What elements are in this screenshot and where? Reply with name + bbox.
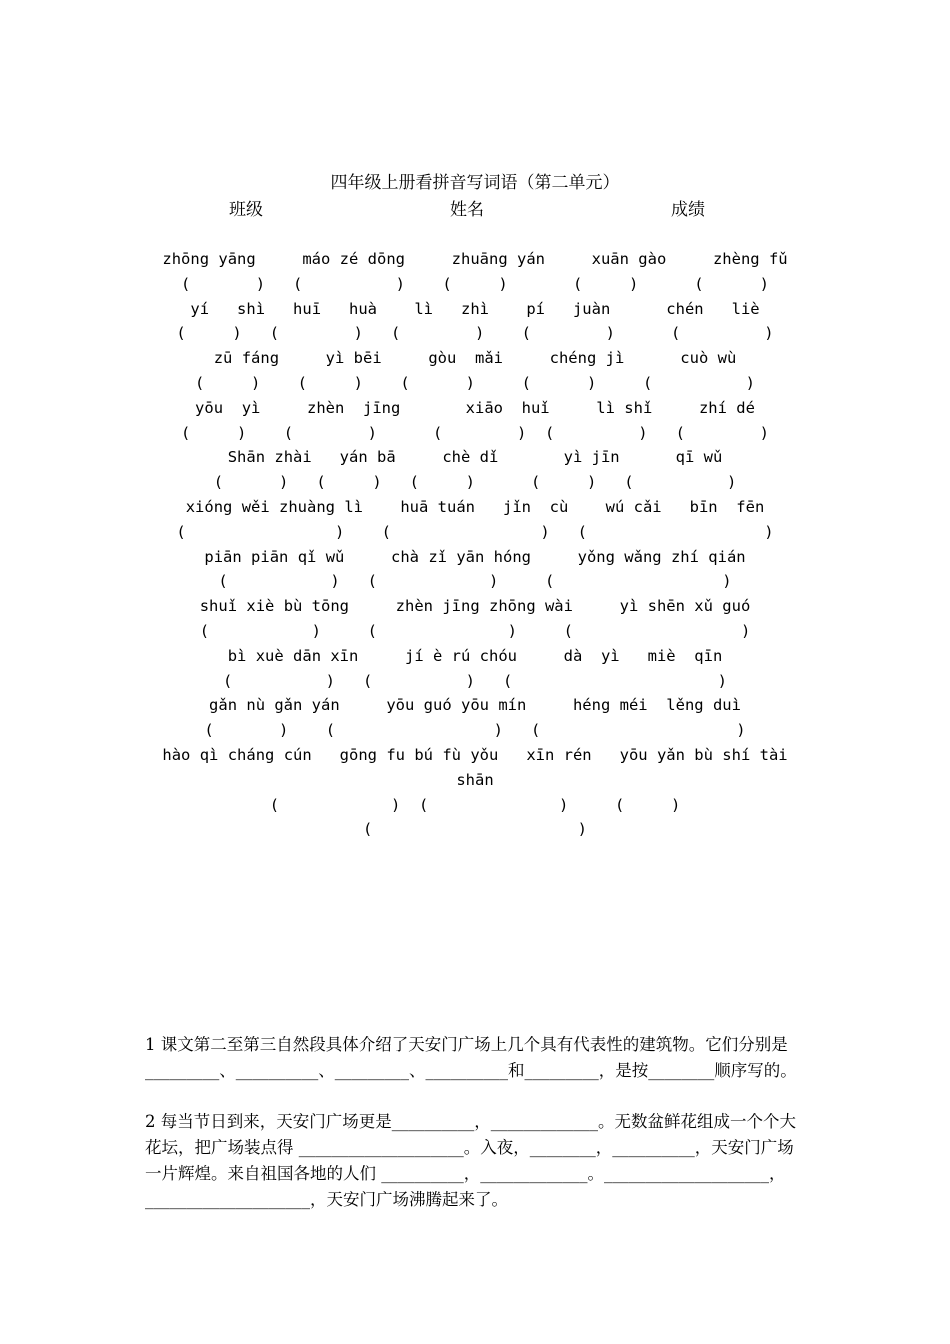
name-label: 姓名	[450, 200, 484, 220]
answer-blank-row: ( ) ( ) ( )	[269, 795, 681, 814]
answer-blank-row: ( ) ( ) ( ) ( ) ( )	[176, 324, 774, 343]
answer-blank-row: ( ) ( ) ( )	[223, 671, 727, 690]
pinyin-row: zhōng yāng máo zé dōng zhuāng yán xuān gào zhèng fǔ	[162, 250, 788, 268]
answer-blank-row: ( ) ( ) ( )	[218, 572, 732, 591]
class-label: 班级	[229, 200, 263, 220]
answer-blank-row: ( ) ( ) ( ) ( ) ( )	[181, 423, 769, 442]
pinyin-row: yōu yì zhèn jīng xiāo huǐ lì shǐ zhí dé	[195, 398, 755, 417]
pinyin-row: xióng wěi zhuàng lì huā tuán jǐn cù wú cǎi bīn fēn	[185, 497, 765, 516]
answer-blank-row: ( ) ( ) ( ) ( ) ( )	[213, 473, 737, 492]
answer-blank-row: ( )	[363, 820, 587, 839]
question-1: 1 课文第二至第三自然段具体介绍了天安门广场上几个具有代表性的建筑物。它们分别是_________、__________、_________、__________和_________，是按________顺序写的。	[145, 1035, 797, 1080]
answer-blank-row: ( ) ( ) ( ) ( ) ( )	[195, 373, 755, 392]
pinyin-row: Shān zhài yán bā chè dǐ yì jīn qī wǔ	[227, 448, 723, 467]
pinyin-row: zū fáng yì bēi gòu mǎi chéng jì cuò wù	[213, 349, 737, 368]
pinyin-row: gǎn nù gǎn yán yōu guó yōu mín héng méi lěng duì	[209, 696, 741, 715]
pinyin-row: shuǐ xiè bù tōng zhèn jīng zhōng wài yì shēn xǔ guó	[199, 597, 751, 616]
pinyin-exercise-grid	[150, 247, 800, 842]
answer-blank-row: ( ) ( ) ( )	[176, 522, 774, 541]
worksheet-title: 四年级上册看拼音写词语（第二单元）	[330, 173, 620, 193]
pinyin-row: bì xuè dān xīn jí è rú chóu dà yì miè qīn	[227, 646, 723, 665]
pinyin-row: yí shì huī huà lì zhì pí juàn chén liè	[190, 299, 760, 318]
pinyin-row: piān piān qǐ wǔ chà zǐ yān hóng yǒng wǎng zhí qián	[204, 547, 746, 566]
question-2: 2 每当节日到来，天安门广场更是__________，_____________。无数盆鲜花组成一个个大花坛，把广场装点得 ____________________。入夜，________，__________，天安门广场一片辉煌。来自祖国各地的人们 __________，_____________。____________________，____________________，天安门广场沸腾起来了。	[145, 1112, 796, 1209]
pinyin-row-continued: shān	[456, 770, 494, 789]
answer-blank-row: ( ) ( ) ( ) ( ) ( )	[181, 274, 769, 293]
pinyin-row: hào qì cháng cún gōng fu bú fù yǒu xīn rén yōu yǎn bù shí tài	[162, 745, 788, 764]
score-label: 成绩	[671, 200, 705, 220]
answer-blank-row: ( ) ( ) ( )	[204, 721, 746, 740]
answer-blank-row: ( ) ( ) ( )	[199, 621, 751, 640]
